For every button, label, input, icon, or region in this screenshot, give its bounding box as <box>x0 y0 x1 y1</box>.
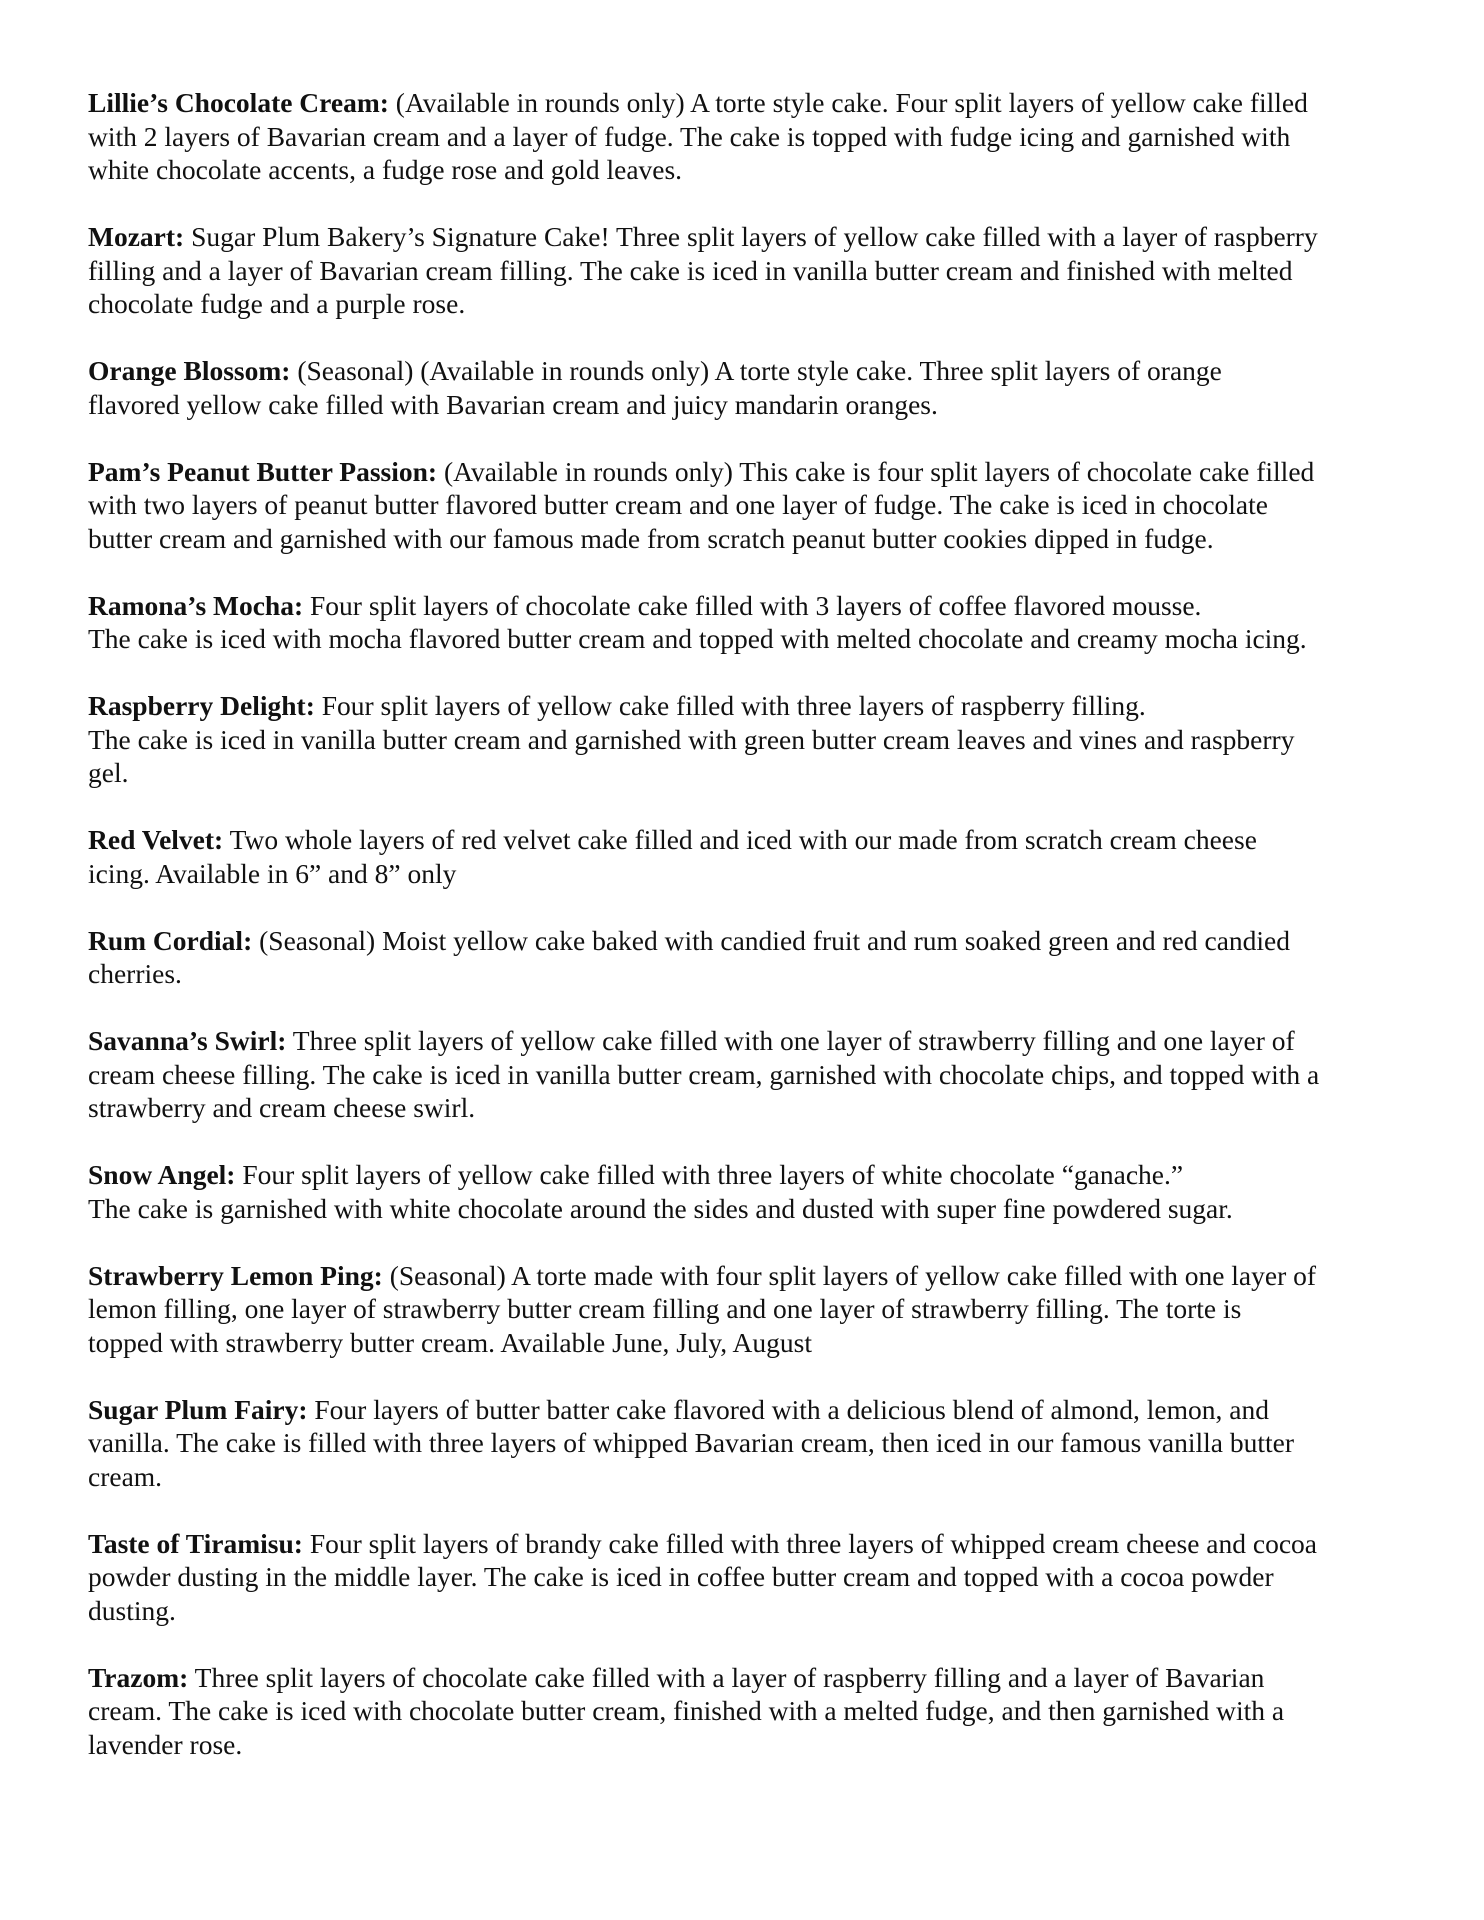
entry-line: white chocolate accents, a fudge rose and gold leaves. <box>88 154 683 185</box>
description-text: Two whole layers of red velvet cake filled and iced with our made from scratch cream cheese <box>223 824 1257 855</box>
entry-line: with 2 layers of Bavarian cream and a layer of fudge. The cake is topped with fudge icing and garnished with <box>88 120 1291 152</box>
entry-line <box>88 455 1408 489</box>
cake-entry-ramonas-mocha <box>88 589 1408 656</box>
entry-line <box>88 1661 1408 1695</box>
cake-entry-red-velvet <box>88 823 1408 890</box>
description-text: Four layers of butter batter cake flavored with a delicious blend of almond, lemon, and <box>307 1393 1269 1425</box>
entry-line: gel. <box>88 757 129 788</box>
cake-name: Raspberry Delight: <box>88 690 315 721</box>
description-text: Four split layers of yellow cake filled with three layers of raspberry filling. <box>314 690 1146 721</box>
cake-name: Savanna’s Swirl: <box>88 1025 287 1056</box>
entry-line <box>88 86 1408 120</box>
cake-entry-snow-angel <box>88 1158 1408 1225</box>
entry-line <box>88 1393 1408 1427</box>
cake-entry-sugar-plum-fairy <box>88 1393 1408 1494</box>
entry-line <box>88 924 1408 958</box>
description-text: (Seasonal) A torte made with four split layers of yellow cake filled with one layer of <box>382 1259 1317 1291</box>
entry-line: powder dusting in the middle layer. The cake is iced in coffee butter cream and topped with a cocoa powder <box>88 1561 1274 1592</box>
entry-line <box>88 1024 1408 1058</box>
entry-line: icing. Available in 6” and 8” only <box>88 857 457 889</box>
description-text: (Available in rounds only) A torte style cake. Four split layers of yellow cake filled <box>388 87 1308 118</box>
cake-entry-raspberry-delight <box>88 689 1408 790</box>
entry-line <box>88 220 1408 254</box>
cake-entry-strawberry-lemon-ping <box>88 1259 1408 1360</box>
description-text: Three split layers of chocolate cake filled with a layer of raspberry filling and a layer of Bavarian <box>188 1661 1265 1693</box>
entry-line: strawberry and cream cheese swirl. <box>88 1092 476 1123</box>
description-text: Three split layers of yellow cake filled with one layer of strawberry filling and one layer of <box>286 1025 1295 1056</box>
cake-name: Ramona’s Mocha: <box>88 589 304 621</box>
cake-entry-pams-peanut-butter-passion <box>88 455 1408 556</box>
cake-name: Pam’s Peanut Butter Passion: <box>88 455 438 487</box>
entry-line: topped with strawberry butter cream. Available June, July, August <box>88 1326 812 1358</box>
cake-entry-savannas-swirl <box>88 1024 1408 1125</box>
cake-entry-taste-of-tiramisu <box>88 1527 1408 1628</box>
description-text: Sugar Plum Bakery’s Signature Cake! Three split layers of yellow cake filled with a layer of raspberry <box>184 221 1318 252</box>
cake-name: Taste of Tiramisu: <box>88 1527 303 1559</box>
entry-line: lemon filling, one layer of strawberry butter cream filling and one layer of strawberry filling. The torte is <box>88 1293 1242 1324</box>
cake-name: Lillie’s Chocolate Cream: <box>88 87 389 118</box>
description-text: (Seasonal) Moist yellow cake baked with candied fruit and rum soaked green and red candied <box>252 924 1291 956</box>
entry-line <box>88 689 1408 723</box>
cake-entry-mozart <box>88 220 1408 321</box>
entry-line: cream cheese filling. The cake is iced in vanilla butter cream, garnished with chocolate chips, and topped with a <box>88 1058 1320 1090</box>
cake-name: Orange Blossom: <box>88 355 291 386</box>
entry-line <box>88 1259 1408 1293</box>
entry-line: filling and a layer of Bavarian cream filling. The cake is iced in vanilla butter cream and finished with melted <box>88 254 1293 286</box>
entry-line: vanilla. The cake is filled with three layers of whipped Bavarian cream, then iced in our famous vanilla butter <box>88 1427 1295 1458</box>
entry-line <box>88 354 1408 388</box>
description-text: (Seasonal) (Available in rounds only) A torte style cake. Three split layers of orange <box>290 355 1222 386</box>
cake-name: Trazom: <box>88 1661 189 1693</box>
cake-entry-lillies-chocolate-cream <box>88 86 1408 187</box>
cake-entry-rum-cordial <box>88 924 1408 991</box>
document-page <box>88 86 1408 1795</box>
description-text: Four split layers of brandy cake filled with three layers of whipped cream cheese and cocoa <box>302 1527 1318 1559</box>
entry-line <box>88 1527 1408 1561</box>
entry-line: cream. The cake is iced with chocolate butter cream, finished with a melted fudge, and then garnished with a <box>88 1695 1285 1726</box>
entry-line <box>88 1158 1408 1192</box>
cake-name: Red Velvet: <box>88 824 224 855</box>
entry-line: The cake is iced in vanilla butter cream and garnished with green butter cream leaves and vines and raspberry <box>88 723 1295 755</box>
entry-line: The cake is iced with mocha flavored butter cream and topped with melted chocolate and creamy mocha icing. <box>88 623 1307 654</box>
entry-line: lavender rose. <box>88 1728 243 1760</box>
description-text: (Available in rounds only) This cake is four split layers of chocolate cake filled <box>437 455 1315 487</box>
cake-name: Sugar Plum Fairy: <box>88 1393 308 1425</box>
cake-name: Rum Cordial: <box>88 924 253 956</box>
entry-line: cherries. <box>88 958 182 989</box>
entry-line <box>88 823 1408 857</box>
entry-line: cream. <box>88 1460 163 1492</box>
entry-line <box>88 589 1408 623</box>
entry-line: with two layers of peanut butter flavored butter cream and one layer of fudge. The cake is iced in chocolate <box>88 489 1268 520</box>
cake-name: Mozart: <box>88 221 185 252</box>
entry-line: dusting. <box>88 1594 176 1626</box>
entry-line: chocolate fudge and a purple rose. <box>88 288 466 319</box>
cake-entry-orange-blossom <box>88 354 1408 421</box>
cake-name: Snow Angel: <box>88 1159 236 1190</box>
cake-entry-trazom <box>88 1661 1408 1762</box>
entry-line: flavored yellow cake filled with Bavarian cream and juicy mandarin oranges. <box>88 388 938 420</box>
entry-line: butter cream and garnished with our famous made from scratch peanut butter cookies dipped in fudge. <box>88 522 1214 554</box>
description-text: Four split layers of yellow cake filled with three layers of white chocolate “ganache.” <box>235 1159 1184 1190</box>
entry-line: The cake is garnished with white chocolate around the sides and dusted with super fine powdered sugar. <box>88 1192 1233 1224</box>
cake-name: Strawberry Lemon Ping: <box>88 1259 383 1291</box>
description-text: Four split layers of chocolate cake filled with 3 layers of coffee flavored mousse. <box>303 589 1202 621</box>
